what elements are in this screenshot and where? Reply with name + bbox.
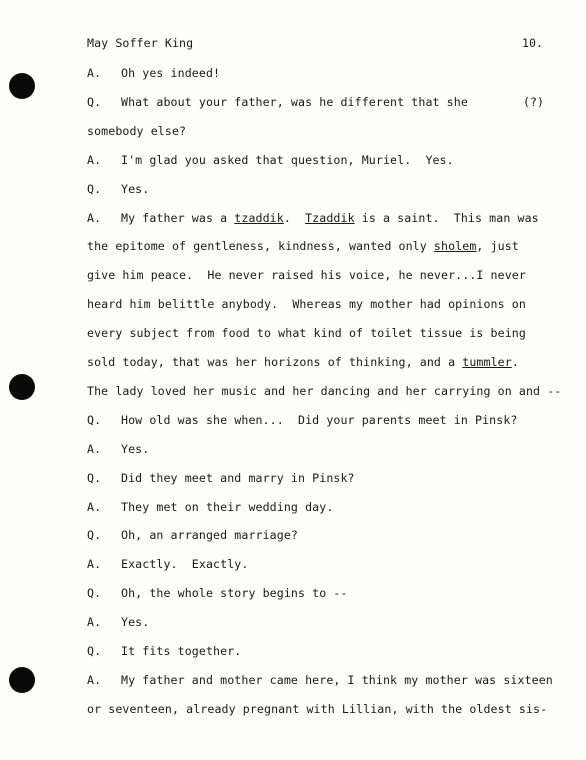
transcript-line	[87, 673, 553, 687]
transcript-line	[87, 442, 149, 456]
punch-hole-bottom	[9, 667, 35, 693]
transcript-line	[87, 239, 519, 253]
speaker-label: A.	[87, 673, 102, 687]
transcript-line	[87, 702, 547, 716]
line-text: It fits together.	[121, 644, 242, 658]
transcript-line	[87, 413, 517, 427]
line-text: every subject from food to what kind of toilet tissue is being	[87, 326, 526, 340]
speaker-label: Q.	[87, 95, 102, 109]
line-text: sold today, that was her horizons of thinking, and a	[87, 355, 463, 369]
header-speaker-name: May Soffer King	[87, 36, 194, 50]
line-text: Exactly. Exactly.	[121, 557, 249, 571]
line-text: Oh, the whole story begins to --	[121, 586, 348, 600]
line-text: Oh, an arranged marriage?	[121, 528, 299, 542]
line-text: My father and mother came here, I think my mother was sixteen	[121, 673, 553, 687]
speaker-label: A.	[87, 615, 102, 629]
speaker-label: A.	[87, 211, 102, 225]
transcript-line	[87, 153, 454, 167]
underlined-term: Tzaddik	[305, 211, 355, 225]
line-text: The lady loved her music and her dancing and her carrying on and --	[87, 384, 562, 398]
transcript-line	[87, 615, 149, 629]
transcript-line	[87, 95, 468, 109]
transcript-line	[87, 326, 526, 340]
transcript-line	[87, 471, 355, 485]
transcript-line	[87, 644, 241, 658]
speaker-label: Q.	[87, 413, 102, 427]
line-text: Yes.	[121, 182, 150, 196]
line-text: the epitome of gentleness, kindness, wanted only	[87, 239, 434, 253]
transcript-line	[87, 297, 526, 311]
speaker-label: A.	[87, 442, 102, 456]
transcript-line	[87, 557, 248, 571]
speaker-label: A.	[87, 500, 102, 514]
speaker-label: A.	[87, 557, 102, 571]
line-text: Oh yes indeed!	[121, 66, 221, 80]
line-text: .	[511, 355, 519, 369]
line-text: What about your father, was he different that she	[121, 95, 468, 109]
line-text: or seventeen, already pregnant with Lillian, with the oldest sis-	[87, 702, 548, 716]
underlined-term: tzaddik	[234, 211, 284, 225]
line-text: I'm glad you asked that question, Muriel. Yes.	[121, 153, 454, 167]
transcript-line	[87, 124, 186, 138]
speaker-label: Q.	[87, 182, 102, 196]
margin-note: (?)	[523, 95, 544, 109]
transcript-line	[87, 586, 348, 600]
transcript-line	[87, 211, 539, 225]
line-text: Yes.	[121, 442, 150, 456]
speaker-label: Q.	[87, 586, 102, 600]
line-text: Yes.	[121, 615, 150, 629]
line-text: is a saint. This man was	[354, 211, 539, 225]
line-text: My father was a	[121, 211, 235, 225]
line-text: heard him belittle anybody. Whereas my mother had opinions on	[87, 297, 526, 311]
transcript-line	[87, 268, 526, 282]
line-text: .	[283, 211, 306, 225]
line-text: give him peace. He never raised his voice, he never...I never	[87, 268, 526, 282]
transcript-line	[87, 182, 149, 196]
line-text: They met on their wedding day.	[121, 500, 334, 514]
line-text: How old was she when... Did your parents meet in Pinsk?	[121, 413, 518, 427]
transcript-line	[87, 528, 298, 542]
speaker-label: Q.	[87, 644, 102, 658]
line-text: somebody else?	[87, 124, 187, 138]
transcript-line	[87, 355, 519, 369]
line-text: , just	[476, 239, 519, 253]
speaker-label: Q.	[87, 528, 102, 542]
transcript-line	[87, 500, 333, 514]
underlined-term: tummler	[462, 355, 512, 369]
speaker-label: A.	[87, 66, 102, 80]
punch-hole-middle	[9, 374, 35, 400]
transcript-line	[87, 66, 220, 80]
transcript-line	[87, 384, 561, 398]
speaker-label: A.	[87, 153, 102, 167]
page-number: 10.	[522, 36, 543, 50]
speaker-label: Q.	[87, 471, 102, 485]
punch-hole-top	[9, 73, 35, 99]
line-text: Did they meet and marry in Pinsk?	[121, 471, 355, 485]
underlined-term: sholem	[433, 239, 477, 253]
